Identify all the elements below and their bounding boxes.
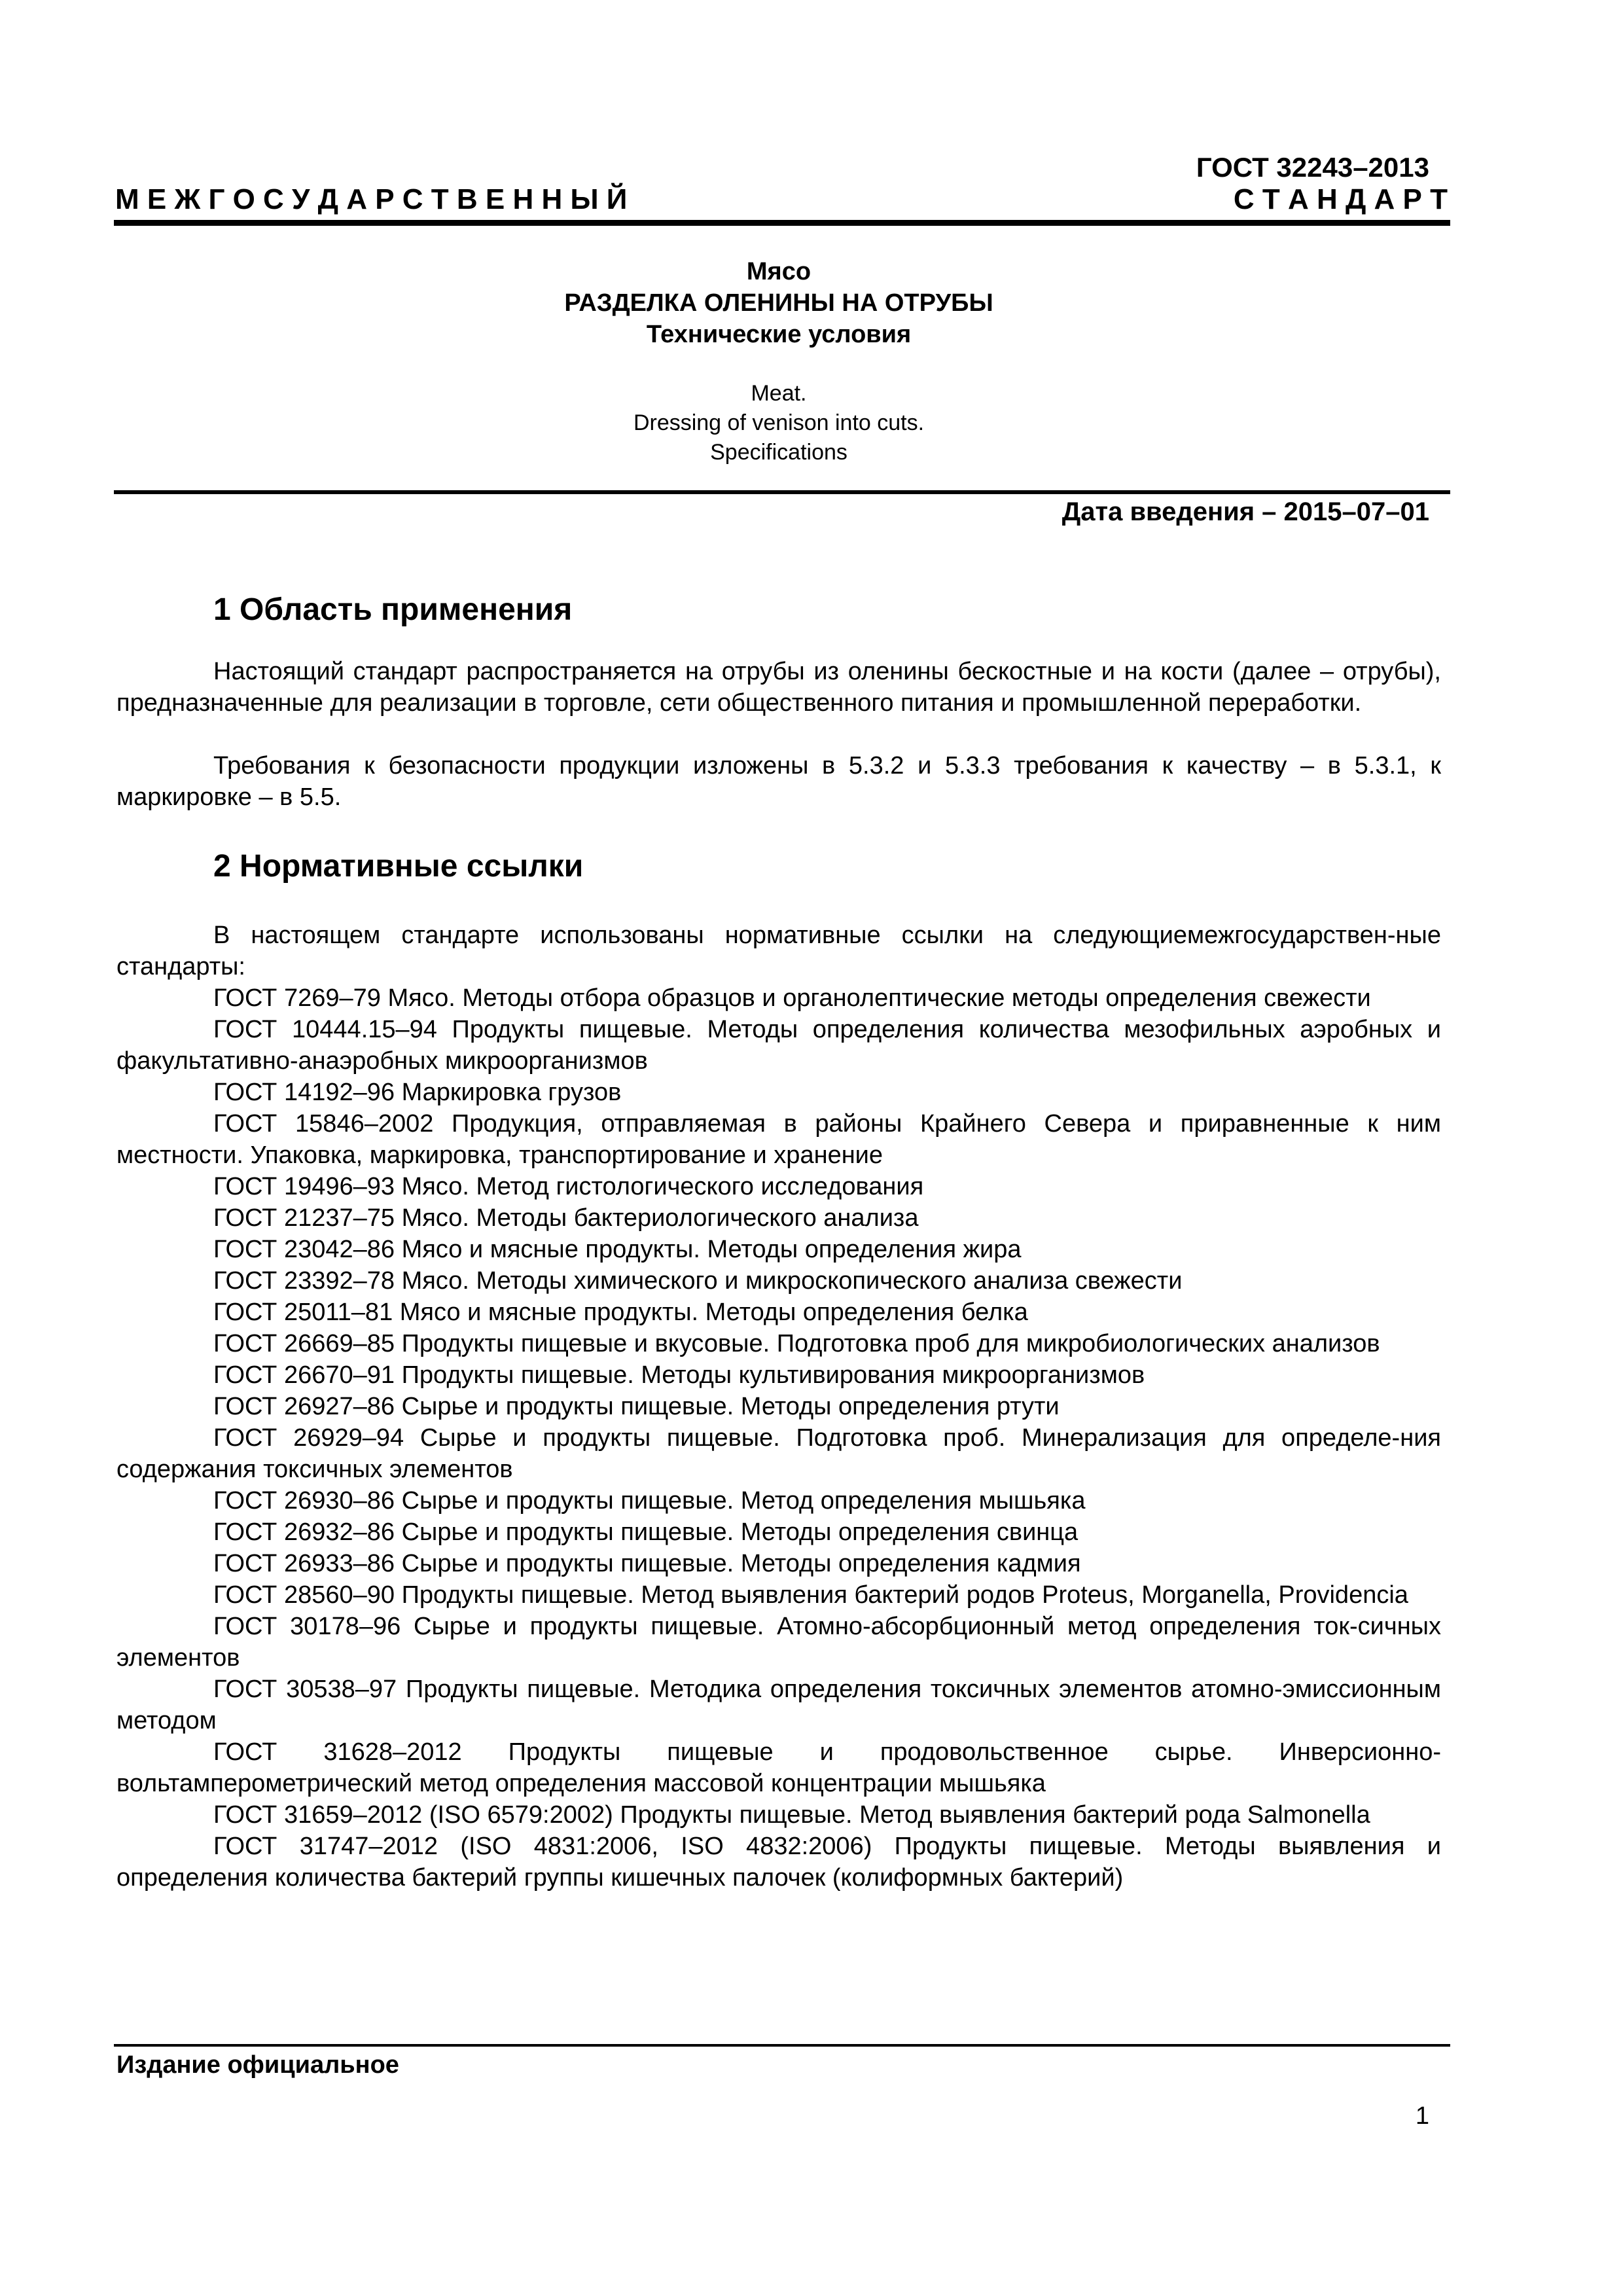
english-title-line-3: Specifications [710, 440, 847, 465]
reference-item: ГОСТ 14192–96 Маркировка грузов [213, 1079, 622, 1106]
title-line-3: Технические условия [646, 321, 912, 348]
reference-item: ГОСТ 26930–86 Сырье и продукты пищевые. Метод определения мышьяка [213, 1487, 1086, 1515]
reference-item: ГОСТ 31659–2012 (ISO 6579:2002) Продукты пищевые. Метод выявления бактерий рода Salmonella [213, 1801, 1370, 1829]
reference-item: ГОСТ 26927–86 Сырье и продукты пищевые. Методы определения ртути [213, 1393, 1060, 1420]
footer-rule [114, 2044, 1450, 2047]
reference-item: ГОСТ 31628–2012 Продукты пищевые и продовольственное сырье. Инверсионно-вольтамперометрический метод определения массовой концентрации мышьяка [116, 1738, 1441, 1797]
english-title-line-1: Meat. [751, 381, 807, 406]
reference-item: ГОСТ 28560–90 Продукты пищевые. Метод выявления бактерий родов Proteus, Morganella, Providencia [213, 1581, 1408, 1609]
standard-type-word-2: С Т А Н Д А Р Т [1233, 183, 1448, 215]
reference-item: ГОСТ 25011–81 Мясо и мясные продукты. Методы определения белка [213, 1299, 1028, 1326]
reference-item: ГОСТ 7269–79 Мясо. Методы отбора образцов и органолептические методы определения свежести [213, 984, 1371, 1012]
reference-item: ГОСТ 26669–85 Продукты пищевые и вкусовые. Подготовка проб для микробиологических анализов [213, 1330, 1380, 1357]
reference-item: ГОСТ 26670–91 Продукты пищевые. Методы культивирования микроорганизмов [213, 1361, 1145, 1389]
references-intro: В настоящем стандарте использованы нормативные ссылки на следующиемежгосударствен-ные стандарты: [116, 922, 1441, 980]
reference-item: ГОСТ 10444.15–94 Продукты пищевые. Методы определения количества мезофильных аэробных и факультативно-анаэробных микроорганизмов [116, 1016, 1441, 1075]
official-edition-label: Издание официальное [116, 2051, 399, 2079]
reference-item: ГОСТ 26932–86 Сырье и продукты пищевые. Методы определения свинца [213, 1518, 1079, 1546]
reference-item: ГОСТ 19496–93 Мясо. Метод гистологического исследования [213, 1173, 924, 1200]
reference-item: ГОСТ 30178–96 Сырье и продукты пищевые. Атомно-абсорбционный метод определения ток-сичных элементов [116, 1613, 1441, 1672]
section-1-heading: 1 Область применения [213, 592, 573, 627]
standard-type-word-1: М Е Ж Г О С У Д А Р С Т В Е Н Н Ы Й [115, 183, 628, 215]
page-number: 1 [1415, 2102, 1429, 2130]
introduction-date: Дата введения – 2015–07–01 [1061, 497, 1429, 526]
title-rule [114, 490, 1450, 494]
reference-item: ГОСТ 30538–97 Продукты пищевые. Методика определения токсичных элементов атомно-эмиссионным методом [116, 1676, 1441, 1734]
header-rule [114, 220, 1450, 226]
reference-item: ГОСТ 21237–75 Мясо. Методы бактериологического анализа [213, 1204, 919, 1232]
section-1-paragraph-1: Настоящий стандарт распространяется на отрубы из оленины бескостные и на кости (далее – отрубы), предназначенные для реализации в торговле, сети общественного питания и промышленной переработки. [116, 658, 1441, 717]
section-1-paragraph-2: Требования к безопасности продукции изложены в 5.3.2 и 5.3.3 требования к качеству – в 5.3.1, к маркировке – в 5.5. [116, 752, 1441, 811]
reference-item: ГОСТ 31747–2012 (ISO 4831:2006, ISO 4832:2006) Продукты пищевые. Методы выявления и определения количества бактерий группы кишечных палочек (колиформных бактерий) [116, 1833, 1441, 1892]
reference-item: ГОСТ 26933–86 Сырье и продукты пищевые. Методы определения кадмия [213, 1550, 1081, 1577]
reference-item: ГОСТ 23392–78 Мясо. Методы химического и микроскопического анализа свежести [213, 1267, 1183, 1295]
section-2-heading: 2 Нормативные ссылки [213, 849, 584, 884]
references-list [116, 920, 1441, 1893]
reference-item: ГОСТ 15846–2002 Продукция, отправляемая в районы Крайнего Севера и приравненные к ним местности. Упаковка, маркировка, транспортирование и хранение [116, 1110, 1441, 1169]
english-title-line-2: Dressing of venison into cuts. [633, 410, 925, 435]
standard-type-header [115, 183, 1448, 216]
title-line-2: РАЗДЕЛКА ОЛЕНИНЫ НА ОТРУБЫ [564, 289, 993, 317]
reference-item: ГОСТ 23042–86 Мясо и мясные продукты. Методы определения жира [213, 1236, 1022, 1263]
title-line-1: Мясо [746, 258, 812, 285]
reference-item: ГОСТ 26929–94 Сырье и продукты пищевые. Подготовка проб. Минерализация для определе-ния содержания токсичных элементов [116, 1424, 1441, 1483]
gost-number: ГОСТ 32243–2013 [1196, 152, 1429, 183]
